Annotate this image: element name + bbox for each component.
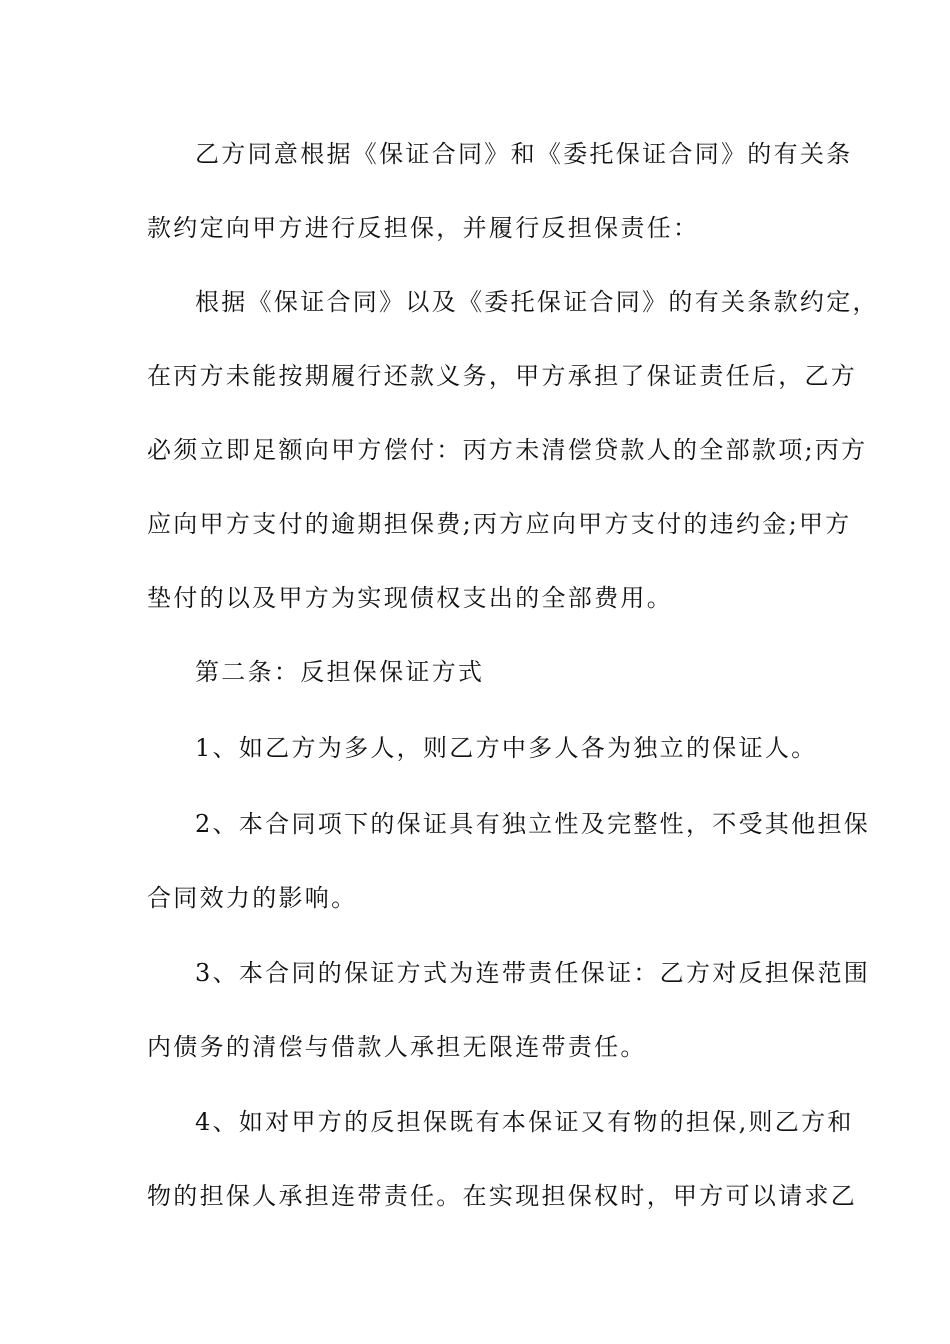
text-line: 乙方同意根据《保证合同》和《委托保证合同》的有关条 bbox=[195, 140, 853, 168]
text-line: 在丙方未能按期履行还款义务，甲方承担了保证责任后，乙方 bbox=[147, 362, 858, 390]
section-heading: 第二条：反担保保证方式 bbox=[195, 658, 485, 686]
text-line: 2、本合同项下的保证具有独立性及完整性，不受其他担保 bbox=[195, 810, 871, 838]
text-line: 垫付的以及甲方为实现债权支出的全部费用。 bbox=[147, 584, 673, 612]
text-line: 必须立即足额向甲方偿付：丙方未清偿贷款人的全部款项;丙方 bbox=[147, 436, 868, 464]
text-line: 3、本合同的保证方式为连带责任保证：乙方对反担保范围 bbox=[195, 959, 871, 987]
text-line: 1、如乙方为多人，则乙方中多人各为独立的保证人。 bbox=[195, 734, 818, 762]
text-line: 应向甲方支付的逾期担保费;丙方应向甲方支付的违约金;甲方 bbox=[147, 510, 852, 538]
text-line: 款约定向甲方进行反担保，并履行反担保责任： bbox=[147, 214, 700, 242]
text-line: 合同效力的影响。 bbox=[147, 884, 358, 912]
text-line: 4、如对甲方的反担保既有本保证又有物的担保,则乙方和 bbox=[195, 1108, 854, 1136]
text-line: 物的担保人承担连带责任。在实现担保权时，甲方可以请求乙 bbox=[147, 1182, 858, 1210]
text-line: 根据《保证合同》以及《委托保证合同》的有关条款约定， bbox=[195, 288, 879, 316]
text-line: 内债务的清偿与借款人承担无限连带责任。 bbox=[147, 1033, 647, 1061]
